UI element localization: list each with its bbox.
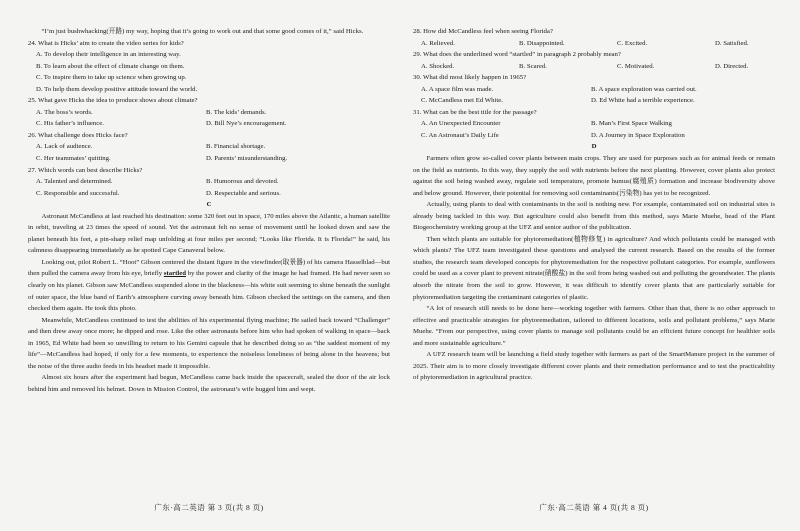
question-26 bbox=[28, 130, 390, 165]
question-stem: 27. Which words can best describe Hicks? bbox=[28, 166, 143, 174]
page-footer: 广东·高二英语 第 3 页(共 8 页) bbox=[154, 503, 264, 512]
passage-d-paragraph-3: Then which plants are suitable for phytoremediation(植物修复) in agriculture? And which pollutants could be managed with which plants? The UFZ team investigated these questions and analysed the current research. Based on the results of the former studies, the research team developed concepts for phytoremediation for the respective pollutant categories. For example, sunflowers could be used as a cover plant to prevent nitrate(硝酸盐) in the soil from being washed out and polluting the groundwater. The plants absorb the nitrate from the soil to grow. However, it was difficult to identify cover plants that are particularly suitable for phytoremediation targeting the contaminant categories of plastic. bbox=[413, 235, 775, 301]
passage-c-paragraph-3: Meanwhile, McCandless continued to test the abilities of his experimental flying machine; He sailed back toward “Challenger” and then drew away once more; he dipped and rose. Like the other astronauts before him who had spoken of walking in space—back in 1965, Ed White had been so unwilling to return to his Gemini capsule that he described doing so as “the saddest moment of my life”—McCandless had hoped, if only for a few moments, to experience the noiseless loneliness of being alone in the heavens; but the noise of the three audio feeds in his headset made it impossible. bbox=[28, 316, 390, 370]
paragraph-text: Looking out, pilot Robert L. “Hoot” Gibson centered the distant figure in the viewfinder(取景器) of his camera Hasselblad—but then pulled the camera away from his eye, briefly bbox=[28, 258, 390, 278]
option-c: C. Excited. bbox=[617, 39, 648, 47]
passage-d-paragraph-1: Farmers often grow so-called cover plants between main crops. They are used for purposes such as for animal feeds or remain on the field as nutrients. In this way, they supply the soil with nutrients before the next planting. However, cover plants also protect against the soil being washed away, regulate soil temperature, promote humus(腐殖质) formation and increase biodiversity above and below ground. However, their potential for removing soil contaminants(污染物) has yet to be recognized. bbox=[413, 155, 775, 197]
question-27 bbox=[28, 165, 390, 200]
option-c: C. Motivated. bbox=[617, 62, 655, 70]
question-25 bbox=[28, 95, 390, 130]
option-d: D. A Journey in Space Exploration bbox=[591, 131, 685, 139]
question-stem: 28. How did McCandless feel when seeing Florida? bbox=[413, 28, 553, 35]
option-a: A. Talented and determined. bbox=[36, 178, 113, 186]
option-c: C. McCandless met Ed White. bbox=[421, 97, 503, 105]
question-stem: 24. What is Hicks’ aim to create the video series for kids? bbox=[28, 39, 184, 47]
option-a: A. Lack of audience. bbox=[36, 143, 93, 151]
option-d: D. To help them develop positive attitude toward the world. bbox=[36, 85, 198, 93]
right-column bbox=[413, 26, 775, 384]
question-stem: 25. What gave Hicks the idea to produce shows about climate? bbox=[28, 97, 198, 105]
paragraph-text: by the power and clarity of the image he had framed. He had never seen so clearly on his planet. Gibson saw McCandless suspended alone in the blackness—his white suit seeming to shine beneath the sunlight of outer space, the blue band of Earth’s atmosphere curving away beneath him. Gibson checked the settings on the camera, and then checked them again. He took this photo. bbox=[28, 270, 390, 313]
intro-quote: “I’m just bushwhacking(开路) my way, hoping that it’s going to work out and that some good comes of it,” said Hicks. bbox=[41, 28, 364, 35]
option-b: B. Man’s First Space Walking bbox=[591, 120, 672, 128]
option-a: A. Shocked. bbox=[421, 62, 455, 70]
option-c: C. Responsible and successful. bbox=[36, 189, 120, 197]
passage-d-paragraph-5: A UFZ research team will be launching a field study together with farmers as part of the SmartManure project in the summer of 2025. Their aim is to more closely investigate different cover plants and their remediation performance and to test the practicability of phytoremediation in agricultural practice. bbox=[413, 351, 775, 382]
passage-d-paragraph-4: “A lot of research still needs to be done here—working together with farmers. Other than that, there is no other approach to effective and practicable strategies for phytoremediation, tailored to different locations, soils and pollutant problems,” says Marie Muehe. “From our perspective, using cover plants to manage soil pollutants could be an efficient future concept for healthier soils and more sustainable agriculture.” bbox=[413, 305, 775, 347]
passage-c-paragraph-2 bbox=[28, 257, 390, 315]
option-d: D. Bill Nye’s encouragement. bbox=[206, 120, 287, 128]
question-stem: 29. What does the underlined word “startled” in paragraph 2 probably mean? bbox=[413, 51, 621, 59]
option-c: C. His father’s influence. bbox=[36, 120, 104, 128]
question-28 bbox=[413, 26, 775, 49]
question-24 bbox=[28, 38, 390, 96]
question-stem: 30. What did most likely happen in 1965? bbox=[413, 74, 527, 82]
left-column bbox=[28, 26, 390, 396]
option-b: B. Financial shortage. bbox=[206, 143, 266, 151]
question-30 bbox=[413, 72, 775, 107]
option-c: C. Her teammates’ quitting. bbox=[36, 155, 111, 163]
option-b: B. Scared. bbox=[519, 62, 547, 70]
option-a: A. Relieved. bbox=[421, 39, 455, 47]
section-heading-d: D bbox=[591, 143, 597, 151]
option-b: B. Humorous and devoted. bbox=[206, 178, 279, 186]
passage-c-paragraph-1: Astronaut McCandless at last reached his destination: some 320 feet out in space, 170 miles above the Atlantic, a human satellite in orbit, traveling at 23 times the speed of sound. Yet the astronaut felt no sense of movement until he looked down and saw the planet beneath his feet, a pin-sharp relief map unfolding at four miles per second; “Looks like Florida. It is Florida!” he said, his calmness disappearing immediately as he spotted Cape Canaveral below. bbox=[28, 212, 390, 255]
option-b: B. A space exploration was carried out. bbox=[591, 85, 697, 93]
question-stem: 31. What can be the best title for the passage? bbox=[413, 108, 537, 116]
option-c: C. To inspire them to take up science when growing up. bbox=[36, 74, 187, 82]
page-divider bbox=[400, 20, 401, 500]
section-heading-c: C bbox=[206, 201, 212, 209]
option-d: D. Respectable and serious. bbox=[206, 189, 281, 197]
option-d: D. Directed. bbox=[715, 62, 749, 70]
passage-c-paragraph-4: Almost six hours after the experiment had begun, McCandless came back inside the spacecraft, sealed the door of the air lock behind him and removed his helmet. Down in Mission Control, the astronaut’s wife hugged him and wept. bbox=[28, 374, 390, 393]
option-d: D. Ed White had a terrible experience. bbox=[591, 97, 695, 105]
page-footer: 广东·高二英语 第 4 页(共 8 页) bbox=[539, 503, 649, 512]
question-stem: 26. What challenge does Hicks face? bbox=[28, 131, 128, 139]
option-c: C. An Astronaut’s Daily Life bbox=[421, 131, 499, 139]
option-b: B. Disappointed. bbox=[519, 39, 565, 47]
question-31 bbox=[413, 107, 775, 142]
passage-d-paragraph-2: Actually, using plants to deal with contaminants in the soil is nothing new. For example, contaminated soil on industrial sites is already being tackled in this way. But agriculture could also benefit from this method, says Marie Muehe, head of the Plant Biogeochemistry working group at the UFZ and senior author of the publication. bbox=[413, 201, 775, 232]
option-a: A. The boss’s words. bbox=[36, 108, 93, 116]
option-b: B. The kids’ demands. bbox=[206, 108, 267, 116]
option-d: D. Parents’ misunderstanding. bbox=[206, 155, 288, 163]
option-a: A. A space film was made. bbox=[421, 85, 494, 93]
option-d: D. Satisfied. bbox=[715, 39, 749, 47]
page-right bbox=[413, 0, 775, 531]
option-a: A. To develop their intelligence in an interesting way. bbox=[36, 51, 181, 59]
page-left bbox=[28, 0, 390, 531]
underlined-word: startled bbox=[163, 270, 186, 278]
question-29 bbox=[413, 49, 775, 72]
option-a: A. An Unexpected Encounter bbox=[421, 120, 501, 128]
option-b: B. To learn about the effect of climate change on them. bbox=[36, 62, 185, 70]
